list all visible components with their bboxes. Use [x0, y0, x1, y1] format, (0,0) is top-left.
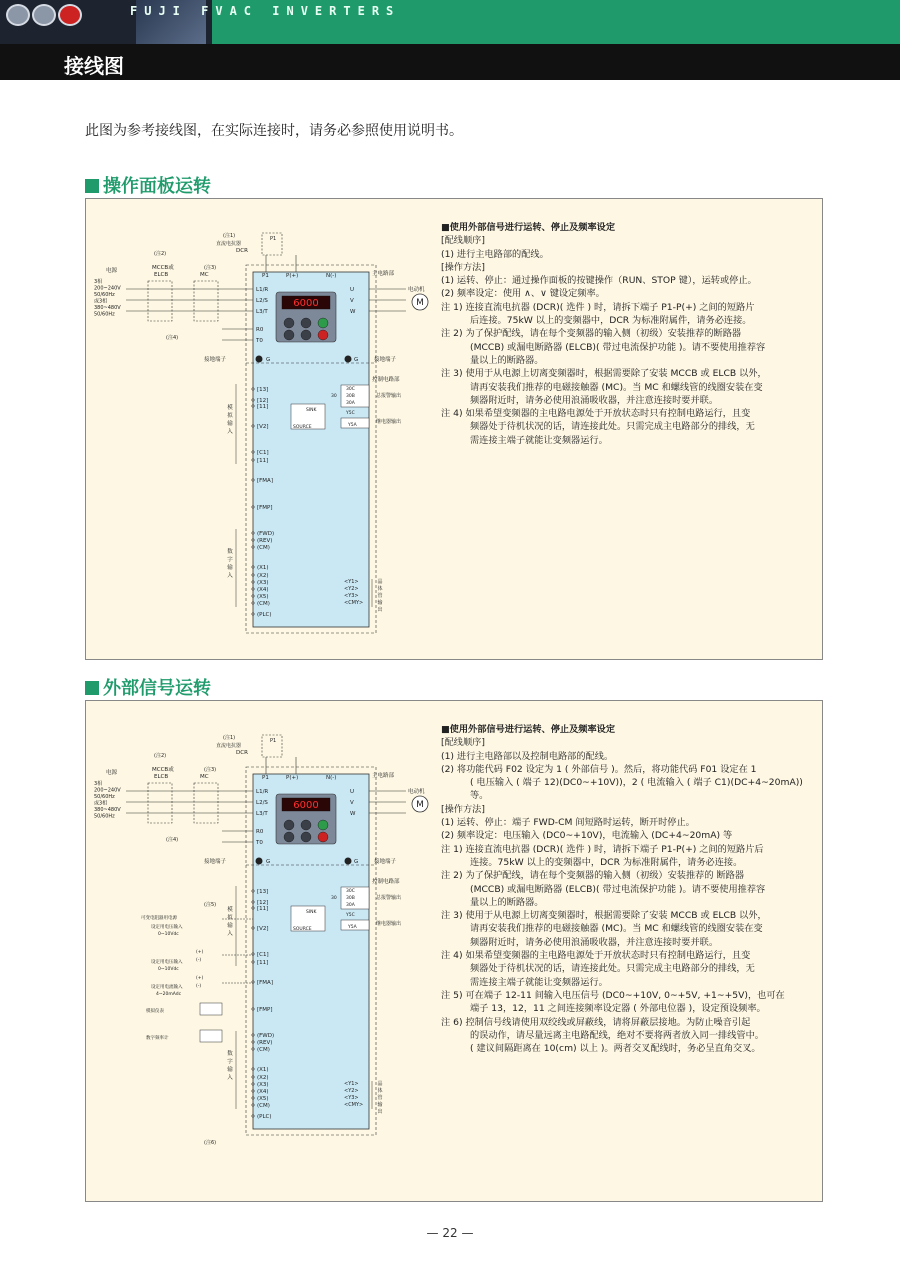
- note-line: 请再安装我们推荐的电磁接触器 (MC)。当 MC 和螺线管的线圈安装在变: [470, 923, 763, 935]
- ground-icon: [345, 356, 352, 363]
- transistor-output-label: 管: [377, 593, 383, 599]
- note-line: 端子 13，12，11 之间连接频率设定器 ( 外部电位器 )，设定预设频率。: [470, 1003, 766, 1015]
- relay-y5c: Y5C: [346, 411, 355, 416]
- control-terminal: [FMP]: [257, 505, 273, 511]
- wiring-diagram-2: [86, 701, 441, 1201]
- mccb-label: MCCB或: [152, 767, 174, 773]
- note-line: 频器附近时，请务必使用浪涌吸收器，并注意连接时要并联。: [470, 936, 719, 948]
- control-terminal: (PLC): [257, 1114, 272, 1120]
- control-terminal: (CM): [257, 545, 270, 551]
- ground-icon: [345, 858, 352, 865]
- relay-30c: 30C: [346, 889, 355, 894]
- intro-text: 此图为参考接线图，在实际连接时，请务必参照使用说明书。: [85, 123, 463, 139]
- main-circuit-label: 主电路部: [372, 773, 395, 779]
- terminal-n-minus: N(-): [326, 273, 337, 279]
- control-label: 控制电路部: [372, 879, 400, 885]
- analog-input-label: 模: [227, 907, 233, 913]
- mccb-label: MCCB或: [152, 265, 174, 271]
- panel-operation: [85, 198, 823, 660]
- elcb-label: ELCB: [154, 774, 169, 780]
- note-line: ■使用外部信号进行运转、停止及频率设定: [441, 724, 616, 735]
- cin-label: 设定用电流输入: [151, 985, 183, 990]
- relay-y5a: Y5A: [348, 925, 357, 930]
- note-line: ■使用外部信号进行运转、停止及频率设定: [441, 222, 616, 233]
- control-terminal: [13]: [257, 387, 269, 393]
- terminal-output: V: [350, 298, 354, 304]
- analog-meter-icon: [200, 1003, 222, 1015]
- control-terminal: [V2]: [257, 926, 269, 932]
- banner-text: FUJI FVAC INVERTERS: [130, 4, 401, 18]
- terminal-input: L2/S: [256, 800, 268, 806]
- note4-label: (注4): [166, 335, 179, 341]
- note-line: 注 4) 如果希望变频器的主电路电源处于开放状态时只有控制电路运行，且变: [441, 950, 751, 962]
- control-terminal: [13]: [257, 889, 269, 895]
- keypad-button-icon: [6, 4, 30, 26]
- analog-input-label: 拟: [227, 915, 233, 921]
- control-terminal: (X4): [257, 587, 269, 593]
- y-terminal: <Y3>: [344, 1095, 359, 1101]
- note-line: 需连接主端子就能让变频器运行。: [470, 434, 608, 446]
- terminal-n-minus: N(-): [326, 775, 337, 781]
- note-line: (2) 频率设定：电压输入 (DC0~+10V)，电流输入 (DC+4~20mA) 等: [441, 830, 733, 842]
- y-terminal: <Y3>: [344, 593, 359, 599]
- notes-panel-1: [441, 221, 816, 447]
- control-terminal: (X1): [257, 565, 269, 571]
- control-terminal: (X3): [257, 580, 269, 586]
- power-spec: 380~480V: [94, 305, 121, 311]
- freq-counter-icon: [200, 1030, 222, 1042]
- analog-input-label: 模: [227, 405, 233, 411]
- digital-input-label: 字: [227, 557, 233, 563]
- terminal-r0: R0: [256, 327, 264, 333]
- keypad-button-icon: [301, 318, 311, 328]
- ground-label: G: [266, 357, 271, 363]
- led-readout: 6000: [293, 800, 319, 811]
- keypad-button-icon: [32, 4, 56, 26]
- title-bar: [0, 44, 900, 80]
- note-line: 等。: [470, 790, 489, 802]
- relay-30b: 30B: [346, 394, 355, 399]
- power-spec: 3相: [94, 781, 103, 787]
- stop-button-icon: [58, 4, 82, 26]
- transistor-output-label: 管: [377, 1095, 383, 1101]
- minus-label: (-): [196, 958, 202, 963]
- power-spec: 或3相: [94, 800, 108, 807]
- analog-input-label: 拟: [227, 413, 233, 419]
- ground-label: G: [266, 859, 271, 865]
- vin-range: 0~10Vdc: [158, 932, 179, 937]
- control-terminal: (X5): [257, 594, 269, 600]
- terminal-input: L3/T: [256, 309, 268, 315]
- led-readout: 6000: [293, 298, 319, 309]
- pot-label: 可变电阻器用电源: [141, 916, 177, 921]
- note-line: 注 3) 使用于从电源上切离变频器时，根据需要除了安装 MCCB 或 ELCB 以外，: [441, 368, 767, 380]
- relay-output-label: 继电器输出: [376, 419, 402, 425]
- keypad-button-icon: [318, 318, 328, 328]
- ground-label: G: [354, 357, 359, 363]
- note-line: (1) 进行主电路部以及控制电路部的配线。: [441, 750, 614, 762]
- control-terminal: [V2]: [257, 424, 269, 430]
- terminal-output: U: [350, 789, 355, 795]
- vin-label: 设定用电压输入: [151, 925, 183, 930]
- dcr-code: DCR: [236, 750, 248, 756]
- relay-30a: 30A: [346, 903, 355, 908]
- note5-label: (注5): [204, 902, 217, 908]
- keypad-button-icon: [301, 832, 311, 842]
- relay-30a: 30A: [346, 401, 355, 406]
- y-terminal: <Y2>: [344, 586, 359, 592]
- control-terminal: [C1]: [257, 450, 269, 456]
- power-spec: 3相: [94, 279, 103, 285]
- power-spec: 50/60Hz: [94, 311, 115, 318]
- mc-box: [194, 783, 218, 823]
- note-line: 注 5) 可在端子 12-11 间输入电压信号 (DC0~+10V, 0~+5V, +1~+5V)，也可在: [441, 989, 785, 1001]
- digital-input-label: 入: [227, 573, 233, 579]
- source-label: SOURCE: [293, 927, 312, 932]
- terminal-p-plus: P(+): [286, 775, 299, 781]
- control-terminal: (FWD): [257, 531, 275, 537]
- note-line: ( 建议间隔距离在 10(cm) 以上 )。两者交叉配线时，务必呈直角交叉。: [470, 1043, 761, 1055]
- alarm-output-label: 总报警输出: [376, 393, 402, 399]
- note-line: 注 4) 如果希望变频器的主电路电源处于开放状态时只有控制电路运行，且变: [441, 408, 751, 420]
- ground-terminal-label: 接地端子: [204, 357, 227, 363]
- ground-label: G: [354, 859, 359, 865]
- power-spec: 380~480V: [94, 807, 121, 813]
- transistor-output-label: 晶: [377, 579, 383, 585]
- relay-30: 30: [331, 896, 337, 901]
- square-bullet-icon: [85, 179, 99, 193]
- note-line: 注 2) 为了保护配线，请在每个变频器的输入侧（初级）安装推荐的断路器: [441, 328, 742, 340]
- note-line: 后连接。75kW 以上的变频器中，DCR 为标准附属件，请务必连接。: [470, 315, 752, 327]
- note-line: ( 电压输入 ( 端子 12)(DC0~+10V))，2 ( 电流输入 ( 端子 C1)(DC+4~20mA)): [470, 777, 803, 789]
- note-line: 注 1) 连接直流电抗器 (DCR)( 选件 ) 时，请拆下端子 P1-P(+) 之间的短路片: [441, 301, 755, 313]
- transistor-output-label: 输: [377, 600, 383, 606]
- control-terminal: (PLC): [257, 612, 272, 618]
- y-terminal: <CMY>: [344, 1102, 364, 1108]
- y-terminal: <Y1>: [344, 579, 359, 585]
- note-line: (MCCB) 或漏电断路器 (ELCB)( 带过电流保护功能 )。请不要使用推荐容: [470, 883, 766, 895]
- mccb-box: [148, 783, 172, 823]
- keypad-button-icon: [318, 820, 328, 830]
- terminal-p1: P1: [262, 775, 269, 781]
- notes-panel-2: [441, 723, 816, 1055]
- relay-y5a: Y5A: [348, 423, 357, 428]
- keypad-button-icon: [284, 318, 294, 328]
- control-terminal: (X4): [257, 1089, 269, 1095]
- control-terminal: [C1]: [257, 952, 269, 958]
- y-terminal: <CMY>: [344, 600, 364, 606]
- vin2-label: 设定用电压输入: [151, 960, 183, 965]
- note-line: 频器处于待机状况的话，请连接此处。只需完成主电路部分的排线，无: [470, 421, 755, 433]
- note3-label: (注3): [204, 265, 217, 271]
- motor-label: 电动机: [408, 789, 425, 795]
- transistor-output-label: 出: [377, 1109, 383, 1115]
- note-line: 请再安装我们推荐的电磁接触器 (MC)。当 MC 和螺线管的线圈安装在变: [470, 381, 763, 393]
- control-label: 控制电路部: [372, 377, 400, 383]
- note-line: 频器附近时，请务必使用浪涌吸收器，并注意连接时要并联。: [470, 394, 719, 406]
- plus-label: (+): [196, 976, 204, 981]
- control-terminal: (CM): [257, 1103, 270, 1109]
- control-terminal: [FMP]: [257, 1007, 273, 1013]
- terminal-input: L2/S: [256, 298, 268, 304]
- relay-30b: 30B: [346, 896, 355, 901]
- power-spec: 200~240V: [94, 787, 121, 794]
- control-terminal: (X2): [257, 573, 269, 579]
- panel-external: [85, 700, 823, 1202]
- dcr-p1: P1: [270, 738, 277, 744]
- ground-terminal-label: 接地端子: [374, 859, 397, 865]
- keypad-button-icon: [301, 820, 311, 830]
- relay-output-label: 继电器输出: [376, 921, 402, 927]
- page-title: 接线图: [64, 54, 124, 78]
- main-circuit-label: 主电路部: [372, 271, 395, 277]
- power-spec: 或3相: [94, 298, 108, 305]
- digital-input-label: 字: [227, 1059, 233, 1065]
- control-terminal: [11]: [257, 960, 269, 966]
- control-terminal: (X3): [257, 1082, 269, 1088]
- note-line: [操作方法]: [441, 261, 485, 273]
- plus-label: (+): [196, 950, 204, 955]
- dcr-p1: P1: [270, 236, 277, 242]
- note-line: 注 1) 连接直流电抗器 (DCR)( 选件 ) 时，请拆下端子 P1-P(+) 之间的短路片后: [441, 843, 764, 855]
- header-banner: [0, 0, 900, 44]
- relay-30: 30: [331, 394, 337, 399]
- section-title-panel: 操作面板运转: [85, 172, 211, 198]
- note3-label: (注3): [204, 767, 217, 773]
- control-terminal: [12]: [257, 398, 269, 404]
- analog-input-label: 输: [227, 923, 233, 929]
- terminal-t0: T0: [256, 338, 263, 344]
- transistor-output-label: 晶: [377, 1081, 383, 1087]
- digital-input-label: 输: [227, 1067, 233, 1073]
- control-terminal: [FMA]: [257, 478, 273, 484]
- ground-terminal-label: 接地端子: [374, 357, 397, 363]
- analog-input-label: 入: [227, 429, 233, 435]
- note1-label: (注1): [223, 233, 236, 239]
- digital-input-label: 数: [227, 1051, 233, 1057]
- note-line: (1) 运转、停止：通过操作面板的按键操作（RUN、STOP 键），运转或停止。: [441, 275, 757, 287]
- terminal-output: W: [350, 811, 356, 817]
- note4-label: (注4): [166, 837, 179, 843]
- analog-input-label: 入: [227, 931, 233, 937]
- note-line: (1) 进行主电路部的配线。: [441, 248, 549, 260]
- y-terminal: <Y1>: [344, 1081, 359, 1087]
- note-line: (MCCB) 或漏电断路器 (ELCB)( 带过电流保护功能 )。请不要使用推荐容: [470, 341, 766, 353]
- transistor-output-label: 体: [377, 1088, 383, 1094]
- note2-label: (注2): [154, 753, 167, 759]
- control-terminal: (X1): [257, 1067, 269, 1073]
- control-terminal: [11]: [257, 906, 269, 912]
- elcb-label: ELCB: [154, 272, 169, 278]
- control-terminal: (FWD): [257, 1033, 275, 1039]
- dcr-label: 直流电抗器: [216, 743, 242, 749]
- mc-label: MC: [200, 774, 209, 780]
- control-terminal: [FMA]: [257, 980, 273, 986]
- keypad-button-icon: [284, 330, 294, 340]
- ground-icon: [256, 356, 263, 363]
- alarm-output-label: 总报警输出: [376, 895, 402, 901]
- sink-label: SINK: [306, 408, 317, 413]
- terminal-output: U: [350, 287, 355, 293]
- cin-range: 4~20mAdc: [156, 992, 182, 997]
- power-spec: 200~240V: [94, 285, 121, 292]
- control-terminal: (CM): [257, 1047, 270, 1053]
- section-title-external: 外部信号运转: [85, 674, 211, 700]
- terminal-input: L1/R: [256, 287, 269, 293]
- note2-label: (注2): [154, 251, 167, 257]
- note-line: [配线顺序]: [441, 235, 485, 247]
- analog-meter-label: 模拟仪表: [146, 1009, 164, 1014]
- control-terminal: (X5): [257, 1096, 269, 1102]
- keypad-button-icon: [318, 330, 328, 340]
- note-line: 量以上的断路器。: [470, 354, 544, 366]
- note-line: 注 3) 使用于从电源上切离变频器时，根据需要除了安装 MCCB 或 ELCB 以外，: [441, 910, 767, 922]
- motor-symbol: M: [416, 298, 424, 308]
- sink-label: SINK: [306, 910, 317, 915]
- note1-label: (注1): [223, 735, 236, 741]
- motor-label: 电动机: [408, 287, 425, 293]
- minus-label: (-): [196, 984, 202, 989]
- ground-terminal-label: 接地端子: [204, 859, 227, 865]
- transistor-output-label: 体: [377, 586, 383, 592]
- note-line: (1) 运转、停止：端子 FWD-CM 间短路时运转，断开时停止。: [441, 817, 695, 829]
- keypad-button-icon: [284, 832, 294, 842]
- source-label: SOURCE: [293, 425, 312, 430]
- note-line: 连接。75kW 以上的变频器中，DCR 为标准附属件，请务必连接。: [470, 856, 743, 868]
- terminal-p1: P1: [262, 273, 269, 279]
- note-line: 频器处于待机状况的话，请连接此处。只需完成主电路部分的排线，无: [470, 963, 755, 975]
- transistor-output-label: 出: [377, 607, 383, 613]
- terminal-output: V: [350, 800, 354, 806]
- vin2-range: 0~10Vdc: [158, 967, 179, 972]
- mc-box: [194, 281, 218, 321]
- control-terminal: (X2): [257, 1075, 269, 1081]
- relay-y5c: Y5C: [346, 913, 355, 918]
- relay-30c: 30C: [346, 387, 355, 392]
- wiring-diagram-1: [86, 199, 441, 659]
- square-bullet-icon: [85, 681, 99, 695]
- digital-input-label: 数: [227, 549, 233, 555]
- control-terminal: [11]: [257, 458, 269, 464]
- terminal-output: W: [350, 309, 356, 315]
- note-line: (2) 将功能代码 F02 设定为 1 ( 外部信号 )。然后，将功能代码 F01 设定在 1: [441, 763, 757, 775]
- note-line: 量以上的断路器。: [470, 896, 544, 908]
- terminal-input: L3/T: [256, 811, 268, 817]
- note-line: 注 6) 控制信号线请使用双绞线或屏蔽线，请将屏蔽层接地。为防止噪音引起: [441, 1016, 751, 1028]
- terminal-p-plus: P(+): [286, 273, 299, 279]
- dcr-label: 直流电抗器: [216, 241, 242, 247]
- keypad-button-icon: [301, 330, 311, 340]
- ground-icon: [256, 858, 263, 865]
- note-line: [配线顺序]: [441, 737, 485, 749]
- dcr-code: DCR: [236, 248, 248, 254]
- transistor-output-label: 输: [377, 1102, 383, 1108]
- power-label: 电源: [106, 268, 118, 274]
- mccb-box: [148, 281, 172, 321]
- freq-counter-label: 数字频率计: [146, 1036, 169, 1041]
- control-terminal: (REV): [257, 1040, 273, 1046]
- power-label: 电源: [106, 770, 118, 776]
- terminal-r0: R0: [256, 829, 264, 835]
- control-terminal: (REV): [257, 538, 273, 544]
- note6-label: (注6): [204, 1140, 217, 1146]
- keypad-button-icon: [318, 832, 328, 842]
- note-line: 的误动作，请尽量远离主电路配线，绝对不要将两者放入同一排线管中。: [470, 1029, 764, 1041]
- digital-input-label: 输: [227, 565, 233, 571]
- control-terminal: [11]: [257, 404, 269, 410]
- terminal-input: L1/R: [256, 789, 269, 795]
- control-terminal: [12]: [257, 900, 269, 906]
- digital-input-label: 入: [227, 1075, 233, 1081]
- page-number: — 22 —: [426, 1226, 474, 1240]
- motor-symbol: M: [416, 800, 424, 810]
- terminal-t0: T0: [256, 840, 263, 846]
- power-spec: 50/60Hz: [94, 292, 115, 298]
- power-spec: 50/60Hz: [94, 813, 115, 820]
- analog-input-label: 输: [227, 421, 233, 427]
- keypad-button-icon: [284, 820, 294, 830]
- power-spec: 50/60Hz: [94, 794, 115, 800]
- note-line: 需连接主端子就能让变频器运行。: [470, 976, 608, 988]
- mc-label: MC: [200, 272, 209, 278]
- control-terminal: (CM): [257, 601, 270, 607]
- y-terminal: <Y2>: [344, 1088, 359, 1094]
- note-line: (2) 频率设定：使用 ∧、∨ 键设定频率。: [441, 288, 605, 300]
- note-line: 注 2) 为了保护配线，请在每个变频器的输入侧（初级）安装推荐的 断路器: [441, 870, 745, 882]
- note-line: [操作方法]: [441, 803, 485, 815]
